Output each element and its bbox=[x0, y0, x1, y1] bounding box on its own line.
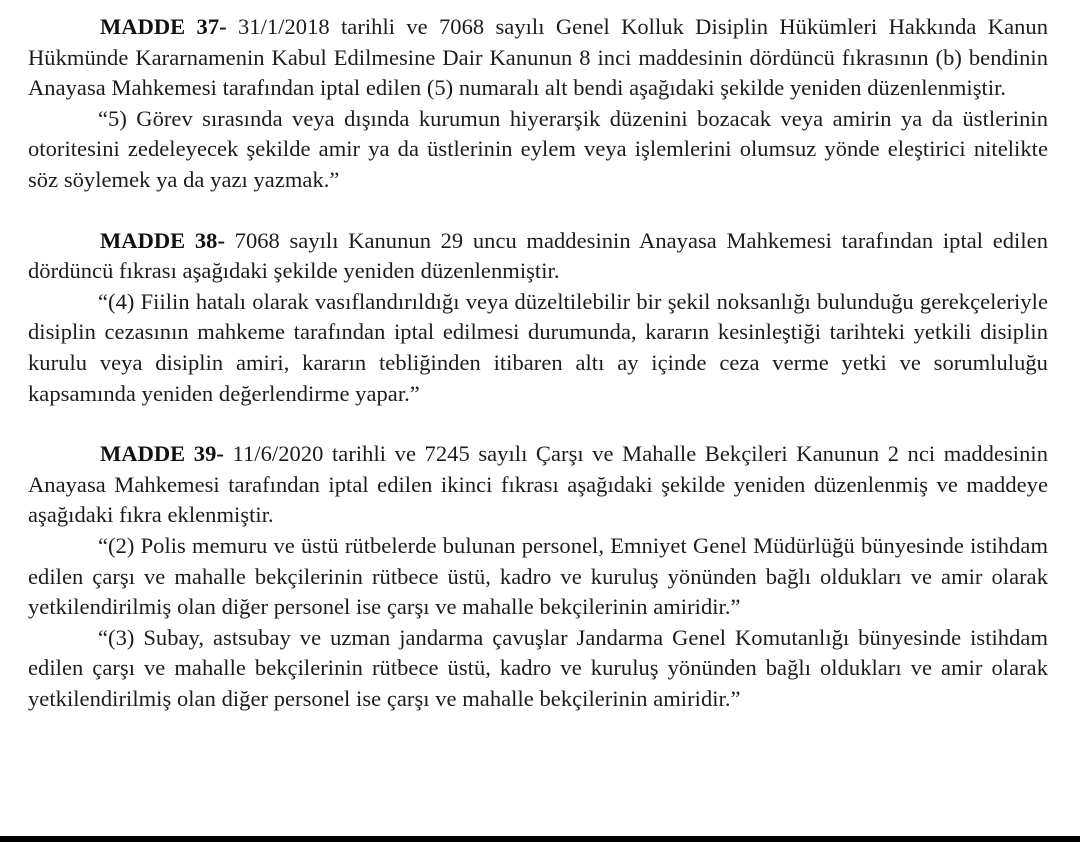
article-number: MADDE 39- bbox=[100, 441, 224, 467]
article-text: 31/1/2018 tarihli ve 7068 sayılı Genel Kolluk Disiplin Hükümleri Hakkında Kanun Hükmünde Kararnamenin Kabul Edilmesine Dair Kanunun 8 inci maddesinin dördüncü fıkrasının (b) bendinin Anayasa Mahkemesi tarafından iptal edilen (5) numaralı alt bendi aşağıdaki şekilde yeniden düzenlenmiştir. bbox=[28, 14, 1048, 101]
article-text: 11/6/2020 tarihli ve 7245 sayılı Çarşı ve Mahalle Bekçileri Kanunun 2 nci maddesinin Anayasa Mahkemesi tarafından iptal edilen ikinci fıkrası aşağıdaki şekilde yeniden düzenlenmiş ve maddeye aşağıdaki fıkra eklenmiştir. bbox=[28, 441, 1049, 528]
article-number: MADDE 37- bbox=[100, 14, 227, 39]
quoted-clause: “(4) Fiilin hatalı olarak vasıflandırıldığı veya düzeltilebilir bir şekil noksanlığı bulunduğu gerekçeleriyle disiplin cezasının mahkeme tarafından iptal edilmesi durumunda, kararın kesinleştiği tarihteki yetkili disiplin kurulu veya disiplin amiri, kararın tebliğinden itibaren altı ay içinde ceza verme yetki ve sorumluluğu kapsamında yeniden değerlendirme yapar.” bbox=[28, 288, 1048, 406]
article-37 bbox=[28, 12, 1048, 196]
quoted-clause: “(3) Subay, astsubay ve uzman jandarma çavuşlar Jandarma Genel Komutanlığı bünyesinde istihdam edilen çarşı ve mahalle bekçilerinin rütbece üstü, kadro ve kuruluş yönünden bağlı oldukları ve amir olarak yetkilendirilmiş olan diğer personel ise çarşı ve mahalle bekçilerinin amiridir.” bbox=[28, 624, 1048, 711]
article-body bbox=[28, 439, 1048, 531]
article-38 bbox=[28, 226, 1048, 410]
article-body bbox=[28, 226, 1048, 287]
quoted-clause: “5) Görev sırasında veya dışında kurumun hiyerarşik düzenini bozacak veya amirin ya da üstlerinin otoritesini zedeleyecek şekilde amir ya da üstlerinin eylem veya işlemlerini olumsuz yönde eleştirici nitelikte söz söylemek ya da yazı yazmak.” bbox=[28, 105, 1048, 192]
article-body bbox=[28, 12, 1048, 104]
article-text: 7068 sayılı Kanunun 29 uncu maddesinin Anayasa Mahkemesi tarafından iptal edilen dördüncü fıkrası aşağıdaki şekilde yeniden düzenlenmiştir. bbox=[28, 227, 1048, 284]
quoted-clause: “(2) Polis memuru ve üstü rütbelerde bulunan personel, Emniyet Genel Müdürlüğü bünyesinde istihdam edilen çarşı ve mahalle bekçilerinin rütbece üstü, kadro ve kuruluş yönünden bağlı oldukları ve amir olarak yetkilendirilmiş olan diğer personel ise çarşı ve mahalle bekçilerinin amiridir.” bbox=[28, 532, 1048, 620]
article-number: MADDE 38- bbox=[100, 227, 226, 253]
document-page bbox=[28, 12, 1048, 714]
article-39 bbox=[28, 439, 1048, 714]
bottom-border bbox=[0, 836, 1080, 842]
